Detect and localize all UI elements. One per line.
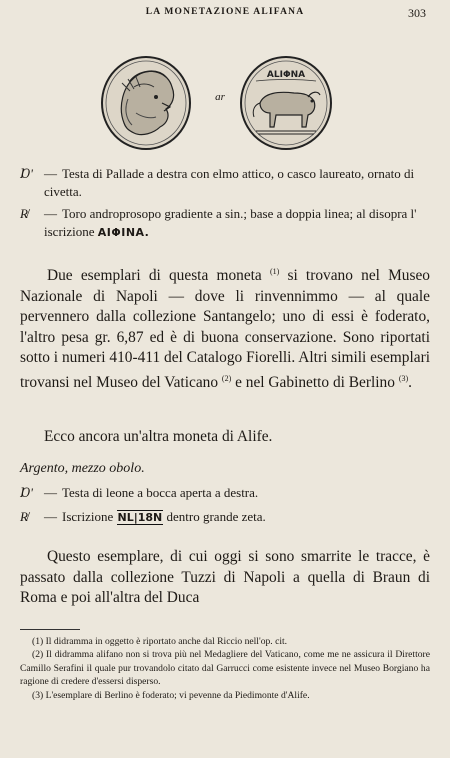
footnote-ref-1[interactable]: (1) <box>269 267 280 276</box>
coin2-reverse-text-a: Iscrizione <box>62 509 114 524</box>
reverse-symbol: R̸ <box>20 509 28 524</box>
metal-mark-label: ar <box>215 91 225 103</box>
reverse-symbol: R̸ <box>20 206 28 221</box>
paragraph-1-text-a: Due esemplari di questa moneta <box>47 267 262 284</box>
coin1-obverse-description: Ɒ' — Testa di Pallade a destra con elmo attico, o casco laureato, ornato di civetta. <box>20 166 415 199</box>
coin2-obverse-description: Ɒ' — Testa di leone a bocca aperta a destra. <box>20 485 259 500</box>
paragraph-1-text-d: . <box>408 373 412 391</box>
footnote-ref-2[interactable]: (2) <box>221 373 232 383</box>
coin2-reverse-text-b: dentro grande zeta. <box>166 509 266 524</box>
coin1-obverse-text: Testa di Pallade a destra con elmo attico, o casco laureato, ornato di civetta. <box>44 166 415 199</box>
coin2-section-title: Argento, mezzo obolo. <box>20 461 145 476</box>
coin2-reverse-inscription: NL|18N <box>117 511 163 524</box>
metal-mark <box>204 91 236 103</box>
running-head <box>0 7 450 23</box>
coin-reverse-image <box>238 53 334 153</box>
running-title: LA MONETAZIONE ALIFANA <box>145 7 305 17</box>
footnote-3: (3) L'esemplare di Berlino è foderato; vi pevenne da Piedimonte d'Alife. <box>32 689 310 701</box>
paragraph-3 <box>20 547 430 609</box>
page-number: 303 <box>408 6 426 20</box>
paragraph-1-text-b: si trovano nel Museo Nazionale di Napoli — dove li rinvennimmo — al quale pervennero dalla collezione Santangelo; uno di essi è foderato, l'altro pesa gr. 6,87 ed è di buona conservazione. Sono riportati sotto i numeri 410-411 del Catalogo Fiorelli. Altri simili esemplari trovansi nel Museo del Vaticano <box>20 267 430 391</box>
reverse-legend: ALIΦNA <box>266 70 306 80</box>
coin-obverse-image <box>100 53 192 153</box>
paragraph-1 <box>20 262 430 393</box>
paragraph-1-text-c: e nel Gabinetto di Berlino <box>235 373 395 391</box>
paragraph-3-text: Questo esemplare, di cui oggi si sono smarrite le tracce, è passato dalla collezione Tuzzi di Napoli a quella di Braun di Roma e poi all'altra del Duca <box>20 548 430 606</box>
footnote-1: (1) Il didramma in oggetto è riportato anche dal Riccio nell'op. cit. <box>32 636 288 647</box>
coin2-obverse-text: Testa di leone a bocca aperta a destra. <box>62 485 259 500</box>
footnotes <box>20 635 430 702</box>
footnote-2: (2) Il didramma alifano non si trova più nel Medagliere del Vaticano, come me ne assicura il Direttore Camillo Serafini il quale pur trovandolo citato dal Garrucci come esistente invece nel Museo Borgiano ha ragione di credere d'essersi disperso. <box>20 649 430 688</box>
footnote-rule <box>20 629 80 630</box>
coin1-reverse-text: Toro androprosopo gradiente a sin.; base a doppia linea; al disopra l' iscrizione <box>44 206 417 239</box>
paragraph-2: Ecco ancora un'altra moneta di Alife. <box>44 428 273 445</box>
obverse-symbol: Ɒ' <box>20 485 33 500</box>
footnote-ref-3[interactable]: (3) <box>398 373 409 383</box>
obverse-symbol: Ɒ' <box>20 166 33 181</box>
coin2-reverse-description: R̸ — Iscrizione NL|18N dentro grande zeta. <box>20 509 266 524</box>
coin1-reverse-description: R̸ — Toro androprosopo gradiente a sin.; base a doppia linea; al disopra l' iscrizione ΑΙΦΙΝΑ. <box>20 206 417 239</box>
coin1-reverse-inscription: ΑΙΦΙΝΑ. <box>97 226 150 239</box>
coin-plate <box>100 53 350 161</box>
